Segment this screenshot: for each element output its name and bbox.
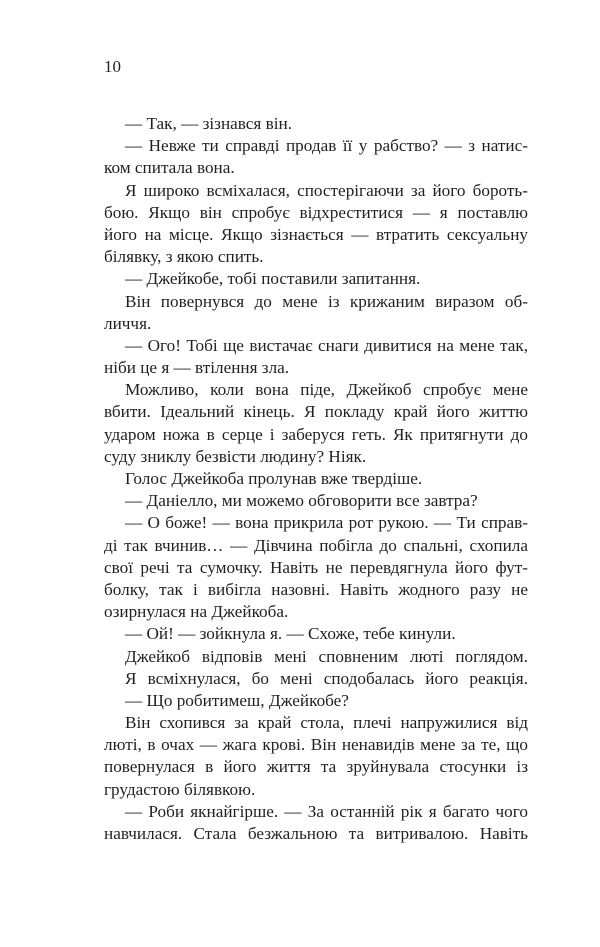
page-number: 10: [104, 57, 121, 76]
text-line: Я всміхнулася, бо мені сподобалась його реакція.: [125, 668, 528, 688]
text-line: — Роби якнайгірше. — За останній рік я багато чого: [125, 801, 528, 821]
text-line: Він повернувся до мене із крижаним виразом об-: [125, 291, 528, 311]
text-line: ніби це я — втілення зла.: [104, 358, 290, 378]
text-line: — Невже ти справді продав її у рабство? — з натис-: [125, 136, 528, 156]
text-line: грудастою білявкою.: [104, 779, 256, 799]
text-line: — Так, — зізнався він.: [125, 114, 293, 133]
text-line: вбити. Ідеальний кінець. Я покладу край його життю: [104, 402, 528, 422]
text-line: ударом ножа в серце і заберуся геть. Як притягнути до: [104, 424, 528, 444]
text-line: личчя.: [104, 313, 152, 333]
text-line: болку, так і вибігла назовні. Навіть жодного разу не: [104, 579, 528, 599]
text-line: Я широко всміхалася, спостерігаючи за його бороть-: [125, 180, 528, 200]
text-line: Можливо, коли вона піде, Джейкоб спробує мене: [125, 380, 528, 400]
text-line: — Ого! Тобі ще вистачає снаги дивитися на мене так,: [125, 335, 528, 355]
text-line: суду зниклу безвісти людину? Ніяк.: [104, 446, 367, 466]
text-line: озирнулася на Джейкоба.: [104, 602, 289, 622]
text-line: бою. Якщо він спробує відхреститися — я поставлю: [104, 202, 528, 222]
text-line: ком спитала вона.: [104, 158, 235, 178]
text-line: свої речі та сумочку. Навіть не перевдягнула його фут-: [104, 557, 528, 577]
text-line: навчилася. Стала безжальною та витривалою. Навіть: [104, 824, 528, 843]
body-text: [104, 113, 528, 845]
text-line: повернулася в його життя та зруйнувала стосунки із: [104, 757, 528, 777]
text-line: білявку, з якою спить.: [104, 247, 264, 267]
text-line: Джейкоб відповів мені сповненим люті поглядом.: [125, 646, 528, 666]
text-line: — Що робитимеш, Джейкобе?: [125, 690, 349, 710]
text-line: — Джейкобе, тобі поставили запитання.: [125, 269, 421, 289]
text-line: — О боже! — вона прикрила рот рукою. — Ти справ-: [125, 513, 528, 533]
text-line: — Даніелло, ми можемо обговорити все завтра?: [125, 491, 478, 511]
text-line: Він схопився за край стола, плечі напружилися від: [125, 713, 528, 733]
text-line: його на місце. Якщо зізнається — втратить сексуальну: [104, 224, 528, 244]
text-line: Голос Джейкоба пролунав вже твердіше.: [125, 469, 423, 488]
text-line: ді так вчинив… — Дівчина побігла до спальні, схопила: [104, 535, 528, 555]
text-line: — Ой! — зойкнула я. — Схоже, тебе кинули.: [125, 624, 456, 644]
text-line: люті, в очах — жага крові. Він ненавидів мене за те, що: [104, 735, 528, 755]
